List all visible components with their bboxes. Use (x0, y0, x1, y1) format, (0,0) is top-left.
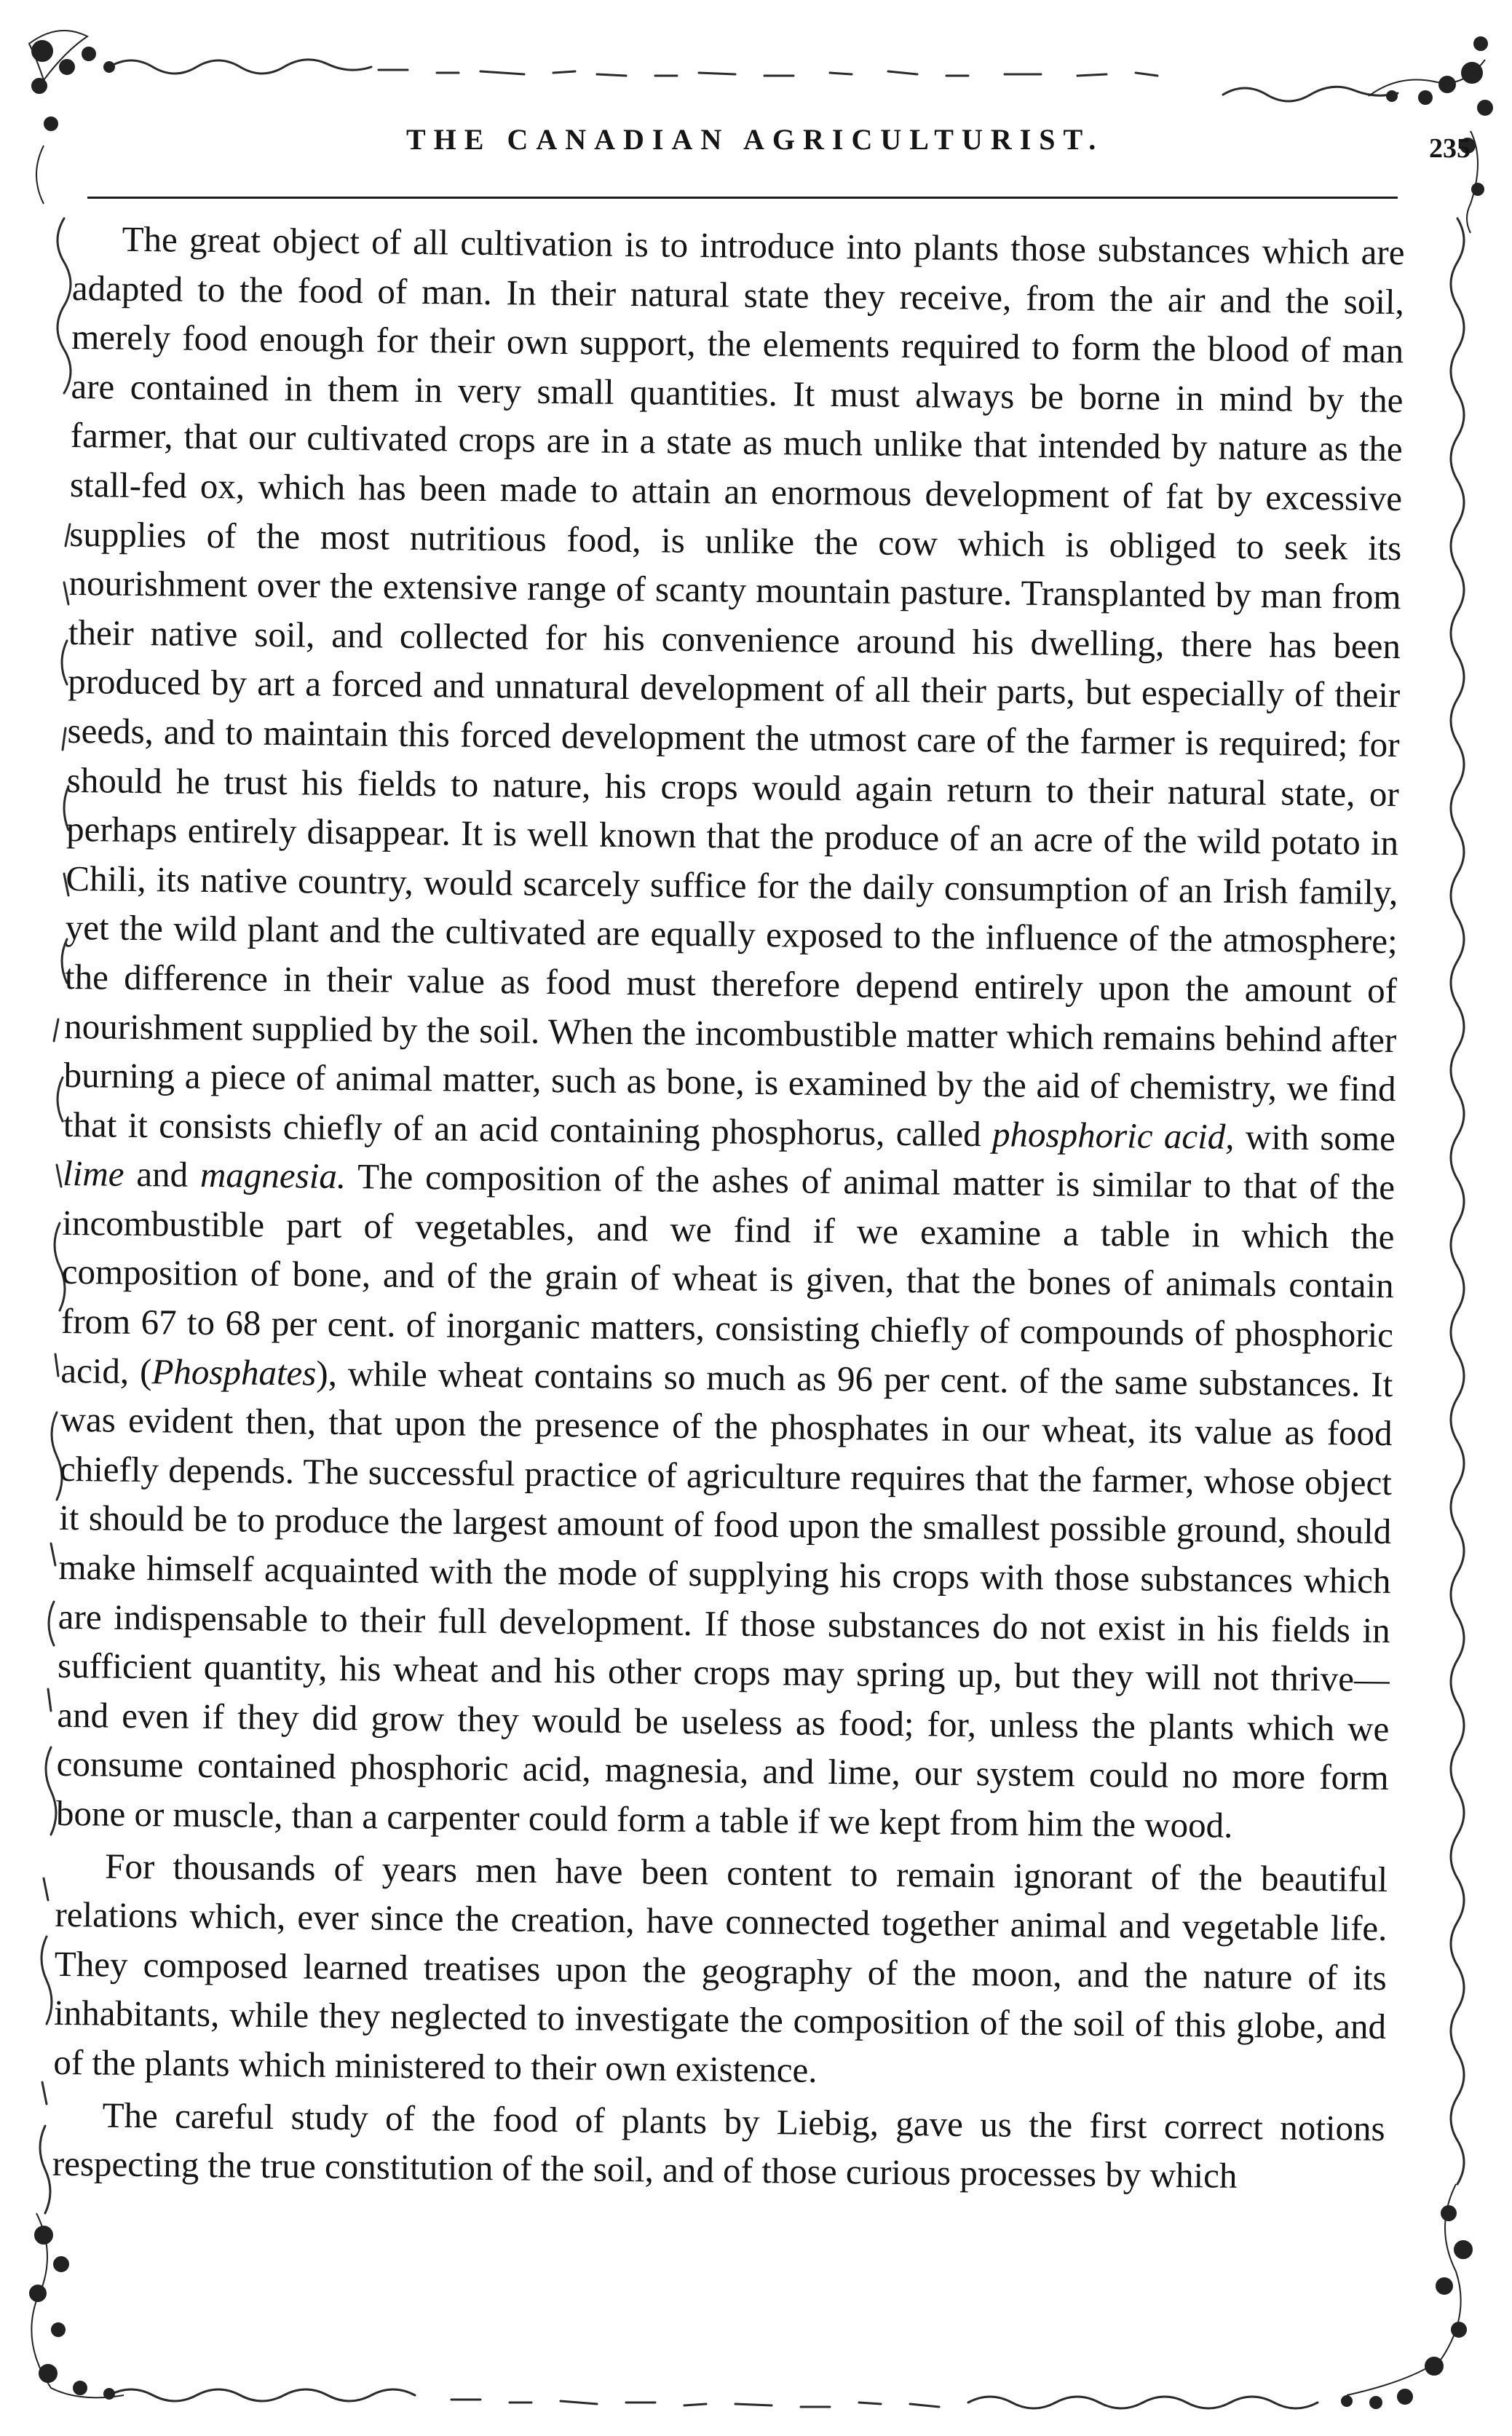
p1-text-1: The great object of all cultivation is to introduce into plants those substances which are adapted to the food of man. In their natural state they receive, from the air and the soil, merely food enough for their own support, the elements required to form the blood of man are contained in them in very small quantities. It must always be borne in mind by the farmer, that our cultivated crops are in a state as much unlike that intended by nature as the stall-fed ox, which has been made to attain an enormous development of fat by excessive supplies of the most nutritious food, is unlike the cow which is obliged to seek its nourishment over the extensive range of scanty mountain pasture. Transplanted by man from their native soil, and collected for his convenience around his dwelling, there has been produced by art a forced and unnatural development of all their parts, but especially of their seeds, and to maintain this forced development the utmost care of the farmer is required; for should he trust his fields to nature, his crops would again return to their natural state, or perhaps entirely disappear. It is well known that the produce of an acre of the wild potato in Chili, its native country, would scarcely suffice for the daily consumption of an Irish family, yet the wild plant and the cultivated are equally exposed to the influence of the atmosphere; the difference in their value as food must therefore depend entirely upon the amount of nourishment supplied by the soil. When the incombustible matter which remains behind after burning a piece of animal matter, such as bone, is examined by the aid of chemistry, we find that it consists chiefly of an acid containing phosphorus, called (63, 218, 1405, 1154)
running-header (146, 122, 1471, 173)
right-vine (1451, 218, 1464, 2184)
bottom-vine-dashes (451, 2400, 939, 2407)
top-vine-dashes (379, 70, 1157, 76)
bottom-vine-left (109, 2389, 415, 2401)
paragraph-3: The careful study of the food of plants by Liebig, gave us the first correct notions respecting the true constitution of the soil, and of those curious processes by which (52, 2095, 1385, 2196)
running-title: THE CANADIAN AGRICULTURIST. (406, 123, 1104, 156)
paragraph-1 (56, 214, 1405, 1852)
p1-text-5: ), while wheat contains so much as 96 per cent. of the same substances. It was evident then, that upon the presence of the phosphates in our wheat, its value as food chiefly depends. The successful practice of agriculture requires that the farmer, whose object it should be to produce the largest amount of food upon the smallest possible ground, should make himself acquainted with the mode of supplying his crops with those substances which are indispensable to their full development. If those substances do not exist in his fields in sufficient quantity, his wheat and his other crops may spring up, but they will not thrive—and even if they did grow they would be useless as food; for, unless the plants which we consume contained phosphoric acid, magnesia, and lime, our system could no more form bone or muscle, than a carpenter could form a table if we kept from him the wood. (55, 1353, 1393, 1846)
paragraph-2: For thousands of years men have been content to remain ignorant of the beautiful relations which, ever since the creation, have connected together animal and vegetable life. They composed learned treatises upon the geography of the moon, and the nature of its inhabitants, while they neglected to investigate the composition of the soil of this globe, and of the plants which ministered to their own existence. (53, 1846, 1388, 2090)
top-left-flourish (29, 31, 114, 204)
p1-text-3: and (124, 1154, 201, 1195)
p1-text-2: with some (1234, 1116, 1396, 1158)
term-lime: lime (62, 1153, 124, 1195)
term-phosphoric-acid: phosphoric acid, (991, 1113, 1235, 1157)
p1-text-4: The composition of the ashes of animal matter is similar to that of the incombustible part of vegetables, and we find if we examine a table in which the composition of bone, and of the grain of wheat is given, that the bones of animals contain from 67 to 68 per cent. of inorganic matters, consisting chiefly of compounds of phosphoric acid, ( (60, 1156, 1396, 1391)
body-text (50, 214, 1405, 2383)
top-vine-left (109, 60, 371, 74)
term-magnesia: magnesia. (199, 1155, 347, 1197)
page-number: 235 (1429, 133, 1471, 164)
header-rule (87, 197, 1398, 199)
term-phosphates: Phosphates (151, 1351, 317, 1393)
bottom-vine-right (968, 2397, 1318, 2408)
